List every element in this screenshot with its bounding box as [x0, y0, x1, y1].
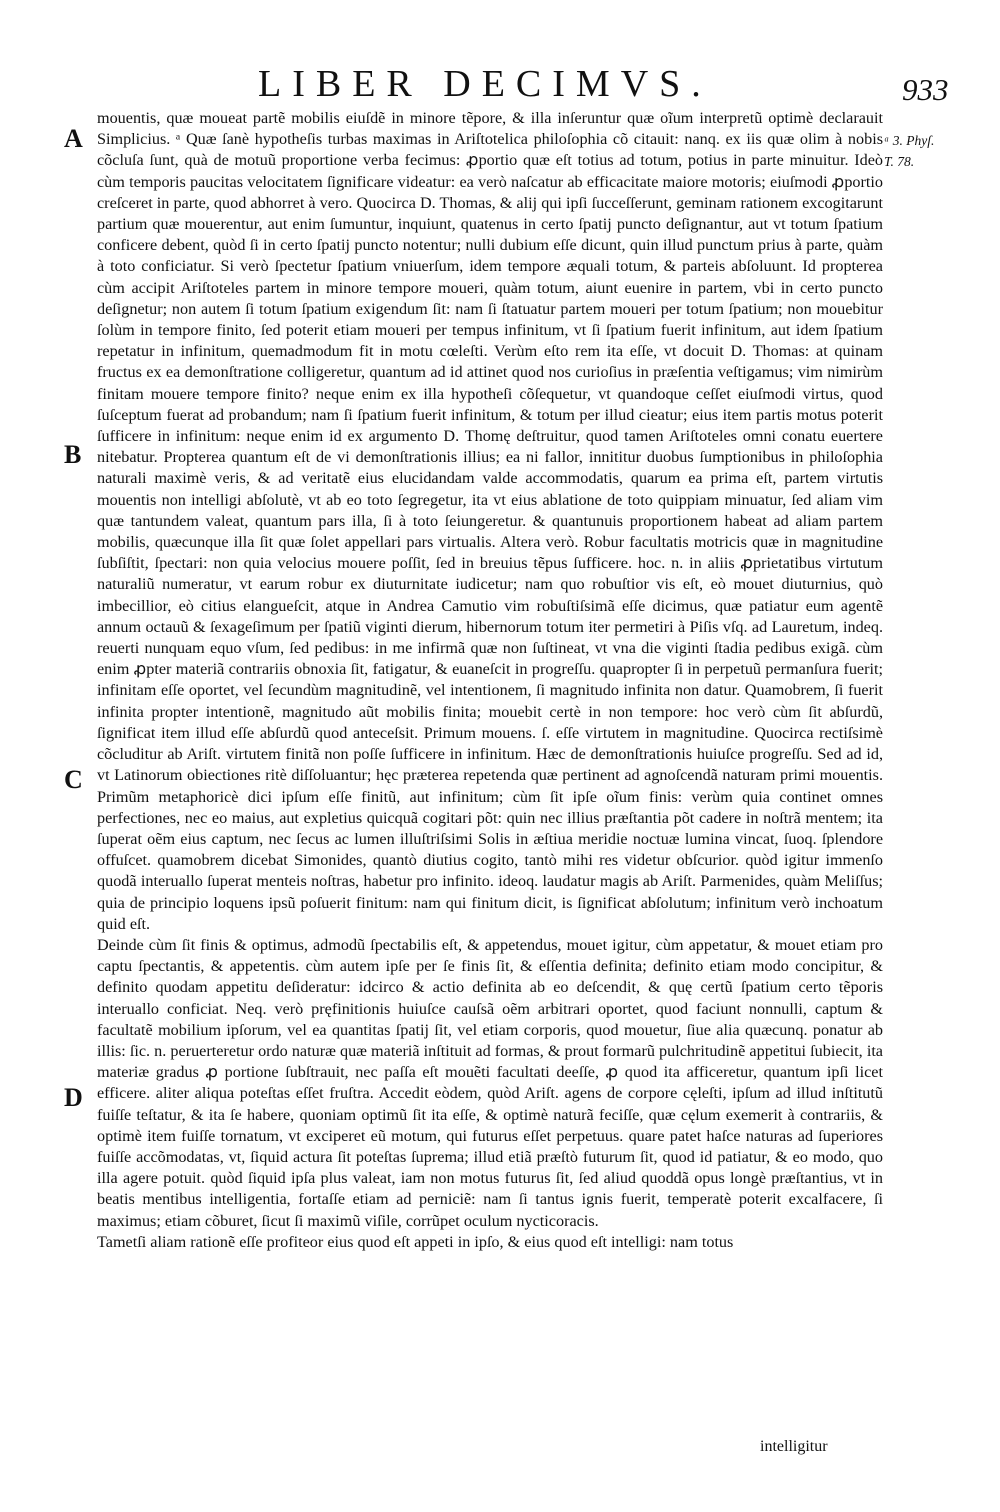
- section-letter-a: A: [64, 124, 83, 153]
- body-text: [97, 108, 883, 1253]
- section-letter-c: C: [64, 765, 83, 794]
- marginal-note: [884, 130, 984, 172]
- page-number: 933: [902, 72, 949, 107]
- running-title: LIBER DECIMVS.: [258, 63, 712, 105]
- paragraph-3: Tametſi aliam rationẽ eſſe profiteor eius quod eſt appeti in ipſo, & eius quod eſt intelligi: nam totus: [97, 1232, 734, 1251]
- marginal-note-reference: ᵃ 3. Phyſ.: [884, 133, 935, 148]
- marginal-note-text: T. 78.: [884, 154, 915, 169]
- paragraph-2: Deinde cùm ſit finis & optimus, admodũ ſpectabilis eſt, & appetendus, mouet igitur, cùm appetatur, & mouet etiam pro captu ſpectantis, & appetentis. cùm autem ipſe per ſe finis ſit, & eſſentia definita; definito etiam modo concipitur, & definito quodam appetitu deſideratur: idcirco & actio definita ab eo deſcendit, & quę certũ ſpatium certo tẽporis interuallo conficiat. Neq. verò pręfinitionis huiuſce cauſsã oẽm arbitrari oportet, quod faciunt nonnulli, captum & facultatẽ mobilium ipſorum, vel ea quantitas ſpatij ſit, vel etiam corporis, quod mouetur, ſiue alia quæcunq. ponatur ab illis: ſic. n. peruerteretur ordo naturæ quæ materiã inſtituit ad formas, & prout formarũ pulchritudinẽ appetitui ſubiecit, ita materiæ gradus ꝓ portione ſubſtrauit, nec paſſa eſt mouẽti facultati deeſſe, ꝓ quod ita afficeretur, quantum ipſi licet efficere. aliter aliqua poteſtas eſſet fruſtra. Accedit eòdem, quòd Ariſt. agens de corpore cęleſti, ipſum ad illud inſtitutũ fuiſſe teſtatur, & ita ſe habere, quoniam optimũ ſit ita eſſe, & optimè naturã feciſſe, quæ cęlum exemerit à contrariis, & optimè item fuiſſe tornatum, vt exciperet eũ motum, qui futurus eſſet perpetuus. quare patet haſce naturas ad ſuperiores fuiſſe accõmodatas, vt, ſiquid actura ſit poteſtas ſuprema; illud etiã præſtò futurum ſit, quod id patiatur, & eo modo, quo illa agere potuit. quòd ſiquid ipſa plus valeat, iam non motus futurus ſit, ſed aliud quoddã opus longè præſtantius, vt in beatis mentibus intelligentia, fortaſſe etiam ad perniciẽ: nam ſi tantus ignis fuerit, temperatè poterit excalfacere, ſi maximus; etiam cõburet, ſicut ſi maximũ viſile, corrũpet oculum nycticoracis.: [97, 935, 883, 1230]
- catchword: intelligitur: [760, 1438, 828, 1455]
- section-letter-b: B: [64, 440, 82, 469]
- page-header: [0, 62, 1000, 110]
- paragraph-1: mouentis, quæ moueat partẽ mobilis eiuſdẽ in minore tẽpore, & illa inſeruntur quæ oĩum interpretũ optimè declarauit Simplicius. ᵃ Quæ ſanè hypotheſis turbas maximas in Ariſtotelica philoſophia cõ citauit: nanq. ex iis quæ olim à nobis cõcluſa ſunt, quà de motuũ proportione verba fecimus: ꝓportio quæ eſt totius ad totum, potius in parte minuitur. Ideò cùm temporis paucitas velocitatem ſignificare videatur: ea verò naſcatur ab efficacitate maiore motoris; eiuſmodi ꝓportio creſceret in parte, quod abhorret à vero. Quocirca D. Thomas, & alij qui ipſi ſucceſſerunt, geminam rationem excogitarunt partium quæ mouerentur, aut enim ſumuntur, inquiunt, quatenus in certo ſpatij puncto deſignantur, aut vt totum ſpatium conficere debent, quòd ſi in certo ſpatij puncto notentur; nulli dubium eſſe dicunt, quin illud punctum prius à parte, quàm à toto conficiatur. Si verò ſpectetur ſpatium vniuerſum, idem tempore æquali totum, & parteis abſoluunt. Id propterea cùm accipit Ariſtoteles partem in minore tempore moueri, quàm totum, aiunt euenire in partem, vbi in certo puncto deſignetur; non autem ſi totum ſpatium exigendum ſit: nam ſi ſtatuatur partem moueri per totum ſpatium; non mouebitur ſolùm in tempore finito, ſed poterit etiam moueri per tempus infinitum, vt ſi ſpatium fuerit infinitum, aut idem ſpatium repetatur in infinitum, quemadmodum fit in motu cœleſti. Verùm eſto rem ita eſſe, vt docuit D. Thomas: at quinam fructus ex ea demonſtratione colligeretur, quantum ad id attinet quod nos curioſius in præſentia veſtigamus; vim nimirùm finitam mouere tempore finito? neque enim ex illa hypotheſi cõſequetur, vt quandoque ceſſet eiuſmodi virtus, quod ſuſceptum fuerat ad probandum; nam ſi ſpatium fuerit infinitum, & totum per illud cieatur; eius item partis motus poterit ſufficere in infinitum: neque enim id ex argumento D. Thomę deſtruitur, quod tamen Ariſtoteles omni conatu euertere nitebatur. Propterea quantum eſt de vi demonſtrationis illius; ea ni fallor, innititur duobus ſumptionibus in philoſophia naturali maximè veris, & ad veritatẽ eius elucidandam valde accommodatis, quarum ea prima eſt, partem virtutis mouentis non intelligi abſolutè, vt ab eo toto ſegregetur, ita vt eius ablatione de toto quippiam minuatur, ſed aliam vim quæ tantundem valeat, quantum pars illa, ſi à toto ſeiungeretur. & quantunuis proportionem habeat ad aliam partem mobilis, quæcunque illa ſit quæ ſolet appellari pars virtualis. Altera verò. Robur facultatis motricis quæ in magnitudine ſubſiſtit, ſpectari: non quia velocius mouere poſſit, ſed in breuius tẽpus ſufficere. hoc. n. in aliis ꝓprietatibus virtutum naturaliũ numeratur, vt earum robur ex diuturnitate iudicetur; nam quo robuſtior vis eſt, eò mouet diuturnius, quò imbecillior, eò citius elangueſcit, atque in Andrea Camutio vim robuſtiſsimã eſſe dicimus, quæ patiatur eum agentẽ annum octauũ & ſexageſimum per ſpatiũ viginti dierum, hibernorum totum iter permetiri à Piſis vſq. ad Lauretum, indeq. reuerti nunquam equo vſum, ſed pedibus: in me infirmã quæ non ſuſtineat, vt vna die viginti ſtadia pedibus exigã. cùm enim ꝓpter materiã contrariis obnoxia ſit, fatigatur, & euaneſcit in progreſſu. quapropter ſi in perpetuũ permanſura fuerit; infinitam eſſe oportet, vel ſecundùm magnitudinẽ, vel intentionem, ſi magnitudo infinita non datur. Quamobrem, ſi fuerit infinita propter intentionẽ, magnitudo aũt mobilis finita; mouebit certè in non tempore: hoc verò cùm ſit abſurdũ, ſignificat item illud eſſe abſurdũ quod anteceſsit. Primum mouens. ſ. eſſe virtutem in magnitudine. Quocirca rectiſsimè cõcluditur ab Ariſt. virtutem finitã non poſſe ſufficere in infinitum. Hæc de demonſtrationis huiuſce progreſſu. Sed ad id, vt Latinorum obiectiones ritè diſſoluantur; hęc præterea repetenda quæ pertinent ad agnoſcendã naturam primi mouentis. Primũm metaphoricè dici ipſum eſſe finitũ, aut infinitum; cùm ſit ipſe oĩum finis: verùm quia continet omnes perfectiones, nec eo maius, aut expletius quicquã cogitari põt: quin nec illius præſtantia põt cadere in noſtrã mentem; ita ſuperat oẽm eius captum, nec ſecus ac lumen illuſtriſsimi Solis in æſtiua meridie noctuæ lumina vincat, ſuoq. ſplendore offuſcet. quamobrem dicebat Simonides, quantò diutius cogito, tantò mihi res videtur obſcurior. quòd igitur immenſo quodã interuallo ſuperat menteis noſtras, habetur pro infinito. ideoq. laudatur magis ab Ariſt. Parmenides, quàm Meliſſus; quia de principio loquens ipsũ poſuerit finitum: nam qui finitum dicit, is ſignificat abſolutum; infinitum verò inchoatum quid eſt.: [97, 109, 883, 933]
- section-letter-d: D: [64, 1083, 83, 1112]
